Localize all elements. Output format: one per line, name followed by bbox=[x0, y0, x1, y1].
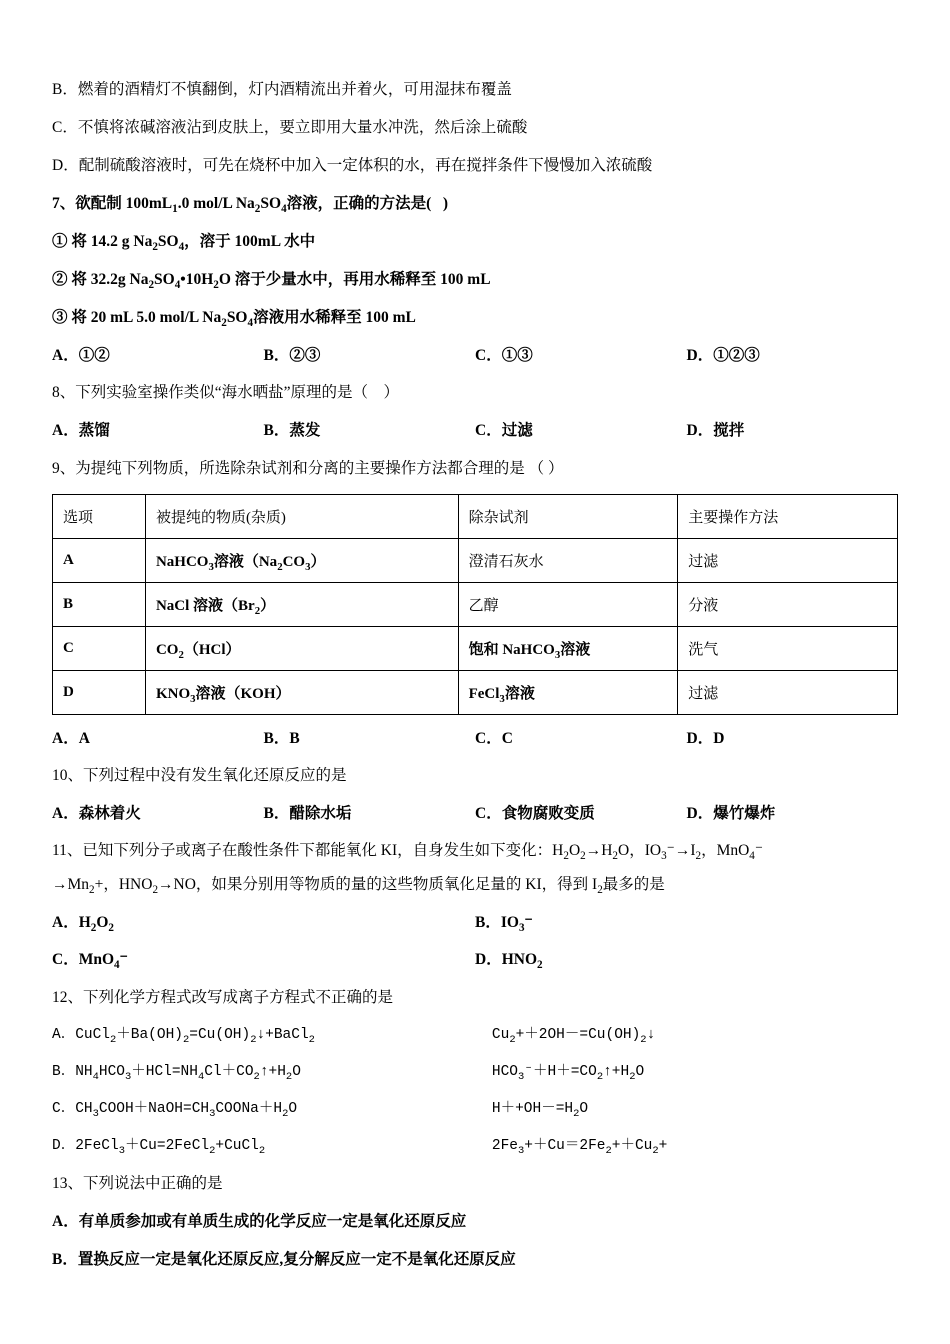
question-12-option-d bbox=[52, 1135, 898, 1158]
question-11-option-a: A．$H_2O_2$ bbox=[52, 914, 114, 935]
question-7-option-c: C．①③ bbox=[475, 347, 533, 365]
question-7-item-2: ② 将 32.2g $Na_2SO_4•10H_2O$ 溶于少量水中，再用水稀释至 100 mL bbox=[52, 271, 491, 292]
cell-option: C bbox=[53, 626, 146, 670]
question-9-stem: 9、为提纯下列物质，所选除杂试剂和分离的主要操作方法都合理的是 （ ） bbox=[52, 459, 564, 477]
cell-reagent: FeCl$_3$溶液 bbox=[458, 670, 678, 714]
question-11-options-row2 bbox=[52, 948, 898, 971]
cell-reagent: 澄清石灰水 bbox=[458, 538, 678, 582]
cell-method: 洗气 bbox=[678, 626, 898, 670]
question-7-option-d: D．①②③ bbox=[686, 347, 760, 365]
option-a-equation: A．$CuCl_2+Ba(OH)_2=Cu(OH)_2↓+BaCl_2$ bbox=[52, 1026, 315, 1046]
option-c-equation: C．$CH_3COOH+NaOH=CH_3COONa+H_2O$ bbox=[52, 1101, 298, 1120]
table-header-reagent: 除杂试剂 bbox=[458, 494, 678, 538]
question-10-option-b: B．醋除水垢 bbox=[263, 804, 352, 822]
table-header-substance: 被提纯的物质(杂质) bbox=[145, 494, 458, 538]
question-13-option-b: B．置换反应一定是氧化还原反应,复分解反应一定不是氧化还原反应 bbox=[52, 1251, 516, 1269]
option-a-ionic: $Cu_2++2OH-=Cu(OH)_2↓$ bbox=[491, 1026, 656, 1046]
table-header-option: 选项 bbox=[53, 494, 146, 538]
question-8-option-d: D．搅拌 bbox=[686, 422, 745, 440]
table-header-row bbox=[53, 494, 898, 538]
question-11-option-c: C．MnO$_4$⁻ bbox=[52, 951, 128, 972]
question-9-table bbox=[52, 494, 898, 715]
question-12-option-a bbox=[52, 1024, 898, 1047]
question-7-option-a: A．①② bbox=[52, 347, 110, 365]
question-7-item-3: ③ 将 20 mL 5.0 mol/L $Na_2SO_4$溶液用水稀释至 100 mL bbox=[52, 309, 416, 330]
option-b-ionic: $HCO_3^-+H+=CO_2↑+H_2O$ bbox=[491, 1063, 645, 1083]
cell-substance: NaHCO$_3$溶液$(Na_2CO_3)$ bbox=[145, 538, 458, 582]
cell-method: 分液 bbox=[678, 582, 898, 626]
cell-method: 过滤 bbox=[678, 538, 898, 582]
question-8-stem: 8、下列实验室操作类似“海水晒盐”原理的是（ ） bbox=[52, 384, 400, 402]
question-10-option-c: C．食物腐败变质 bbox=[475, 804, 595, 822]
question-12-option-b bbox=[52, 1061, 898, 1084]
question-12-option-c bbox=[52, 1098, 898, 1121]
question-9-options bbox=[52, 727, 898, 750]
table-row bbox=[53, 538, 898, 582]
question-7-stem: 7、欲配制 $100mL_1.0$ mol/L $Na_2SO_4$溶液，正确的方法是( ) bbox=[52, 195, 449, 216]
question-11-option-b: B．$IO_3^-$ bbox=[475, 914, 533, 935]
question-7-options bbox=[52, 344, 898, 367]
question-8-option-a: A．蒸馏 bbox=[52, 422, 110, 440]
option-c-ionic: $H++OH-=H_2O$ bbox=[491, 1101, 589, 1120]
question-11-option-d: D．$HNO_2$ bbox=[475, 951, 543, 972]
option-d-equation: D．2FeCl$_3$＋Cu=2FeCl$_2$+CuCl$_2$ bbox=[52, 1138, 266, 1158]
question-12-stem: 12、下列化学方程式改写成离子方程式不正确的是 bbox=[52, 988, 394, 1006]
question-9-option-a: A．A bbox=[52, 729, 90, 747]
question-8-option-c: C．过滤 bbox=[475, 422, 533, 440]
q6-option-c: C．不慎将浓碱溶液沾到皮肤上，要立即用大量水冲洗，然后涂上硫酸 bbox=[52, 119, 528, 137]
question-10-option-d: D．爆竹爆炸 bbox=[686, 804, 776, 822]
question-11-stem-line2: $\to Mn_2+$，$HNO_2\to NO$，如果分别用等物质的量的这些物质氧化足量的 KI，得到 $I_2$最多的是 bbox=[52, 876, 665, 897]
table-row bbox=[53, 626, 898, 670]
cell-option: A bbox=[53, 538, 146, 582]
cell-substance: NaCl 溶液$(Br_2)$ bbox=[145, 582, 458, 626]
q6-option-d: D．配制硫酸溶液时，可先在烧杯中加入一定体积的水，再在搅拌条件下慢慢加入浓硫酸 bbox=[52, 157, 653, 175]
cell-reagent: 乙醇 bbox=[458, 582, 678, 626]
cell-option: B bbox=[53, 582, 146, 626]
cell-substance: $CO_2(HCl)$ bbox=[145, 626, 458, 670]
option-d-ionic: $2Fe_3++Cu=2Fe_2++Cu_2+$ bbox=[491, 1138, 668, 1158]
question-13-option-a: A．有单质参加或有单质生成的化学反应一定是氧化还原反应 bbox=[52, 1213, 467, 1231]
cell-method: 过滤 bbox=[678, 670, 898, 714]
question-10-stem: 10、下列过程中没有发生氧化还原反应的是 bbox=[52, 766, 347, 784]
question-9-option-b: B．B bbox=[263, 729, 300, 747]
question-10-option-a: A．森林着火 bbox=[52, 804, 141, 822]
question-9-option-d: D．D bbox=[686, 729, 725, 747]
option-b-equation: B．$NH_4HCO_3+HCl=NH_4Cl+CO_2↑+H_2O$ bbox=[52, 1063, 301, 1083]
cell-option: D bbox=[53, 670, 146, 714]
question-7-item-1: ① 将 14.2 g $Na_2SO_4$，溶于 100mL 水中 bbox=[52, 233, 316, 254]
table-header-method: 主要操作方法 bbox=[678, 494, 898, 538]
question-8-options bbox=[52, 419, 898, 442]
cell-substance: $KNO_3$溶液（KOH） bbox=[145, 670, 458, 714]
question-8-option-b: B．蒸发 bbox=[263, 422, 321, 440]
question-9-option-c: C．C bbox=[475, 729, 513, 747]
question-13-stem: 13、下列说法中正确的是 bbox=[52, 1175, 223, 1193]
q6-option-b: B．燃着的酒精灯不慎翻倒，灯内酒精流出并着火，可用湿抹布覆盖 bbox=[52, 81, 512, 98]
cell-reagent: 饱和 NaHCO$_3$溶液 bbox=[458, 626, 678, 670]
table-row bbox=[53, 670, 898, 714]
question-7-option-b: B．②③ bbox=[263, 347, 321, 365]
table-row bbox=[53, 582, 898, 626]
question-10-options bbox=[52, 802, 898, 825]
question-11-options-row1 bbox=[52, 911, 898, 934]
question-11-stem-line1: 11、已知下列分子或离子在酸性条件下都能氧化 KI，自身发生如下变化：$H_2O_2\to H_2O$，$IO_3^-\to I_2$，MnO$_4$⁻ bbox=[52, 842, 764, 863]
